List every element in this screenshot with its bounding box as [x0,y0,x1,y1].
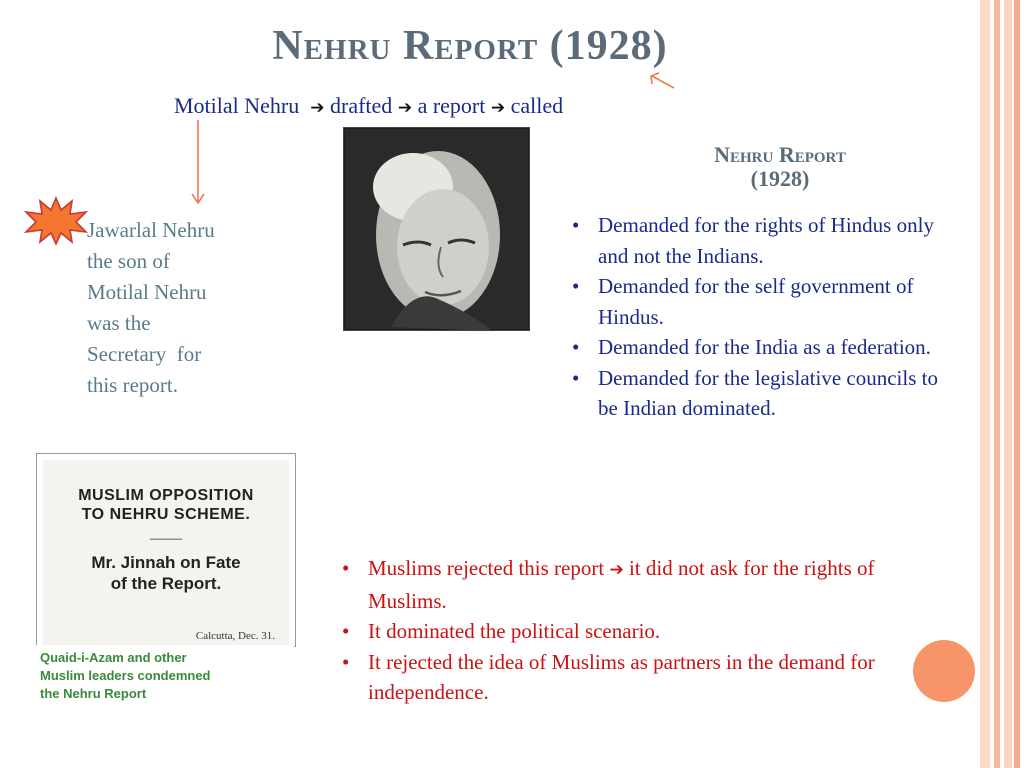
muslim-point-item: • It dominated the political scenario. [336,616,896,647]
jawarlal-line: was the [87,311,151,335]
clipping-caption [36,645,294,709]
clipping-headline-line2: TO NEHRU SCHEME. [81,506,251,523]
starburst-icon [24,196,88,246]
clipping-sub-line1: Mr. Jinnah on Fate [91,553,241,572]
side-heading-line1: Nehru Report [714,142,846,167]
demand-item: • Demanded for the self government of Hindus. [566,271,956,332]
caption-line: Muslim leaders condemned [40,668,211,683]
small-arrow-icon [646,70,676,92]
demands-list [566,210,956,424]
motilal-nehru-portrait [343,127,530,331]
subtitle-report: a report [417,93,486,118]
right-arrow-icon: ➔ [397,98,413,118]
subtitle-line [174,93,563,119]
clipping-headline-line1: MUSLIM OPPOSITION [78,487,254,504]
decorative-stripes [980,0,1024,768]
clipping-dateline: Calcutta, Dec. 31. [195,630,275,642]
newspaper-clipping [36,453,296,647]
muslim-point-part1: Muslims rejected this report [368,556,605,580]
clipping-headline [43,486,289,524]
demand-item: • Demanded for the rights of Hindus only and not the Indians. [566,210,956,271]
subtitle-motilal: Motilal Nehru [174,93,300,118]
decorative-orange-circle [913,640,975,702]
muslim-points-list [336,553,896,708]
jawarlal-line: Motilal Nehru [87,280,207,304]
right-arrow-icon: ➔ [310,98,325,118]
clipping-subheadline [43,552,289,594]
demand-item: • Demanded for the legislative councils to be Indian dominated. [566,363,956,424]
side-heading-line2: (1928) [750,166,810,191]
clipping-sub-line2: of the Report. [110,574,222,593]
down-arrow-icon [188,120,208,206]
muslim-point-part2: it did not ask for the rights of Muslims. [368,556,875,613]
subtitle-called: called [510,93,564,118]
muslim-point-item: • It rejected the idea of Muslims as partners in the demand for independence. [336,647,896,708]
subtitle-drafted: drafted [330,93,393,118]
caption-line: the Nehru Report [40,686,147,701]
caption-line: Quaid-i-Azam and other [40,650,187,665]
jawarlal-line: Jawarlal Nehru [87,218,215,242]
jawarlal-line: Secretary for [87,342,202,366]
clipping-paper [43,460,289,646]
right-arrow-icon: ➔ [609,560,624,580]
muslim-point-item [336,553,896,616]
slide-title: Nehru Report (1928) [272,23,668,69]
demand-item: • Demanded for the India as a federation. [566,332,956,363]
jawarlal-line: the son of [87,249,170,273]
clipping-divider: —— [150,530,182,547]
side-heading [680,143,880,191]
jawarlal-note [87,215,287,401]
right-arrow-icon: ➔ [490,98,506,118]
jawarlal-line: this report. [87,373,178,397]
